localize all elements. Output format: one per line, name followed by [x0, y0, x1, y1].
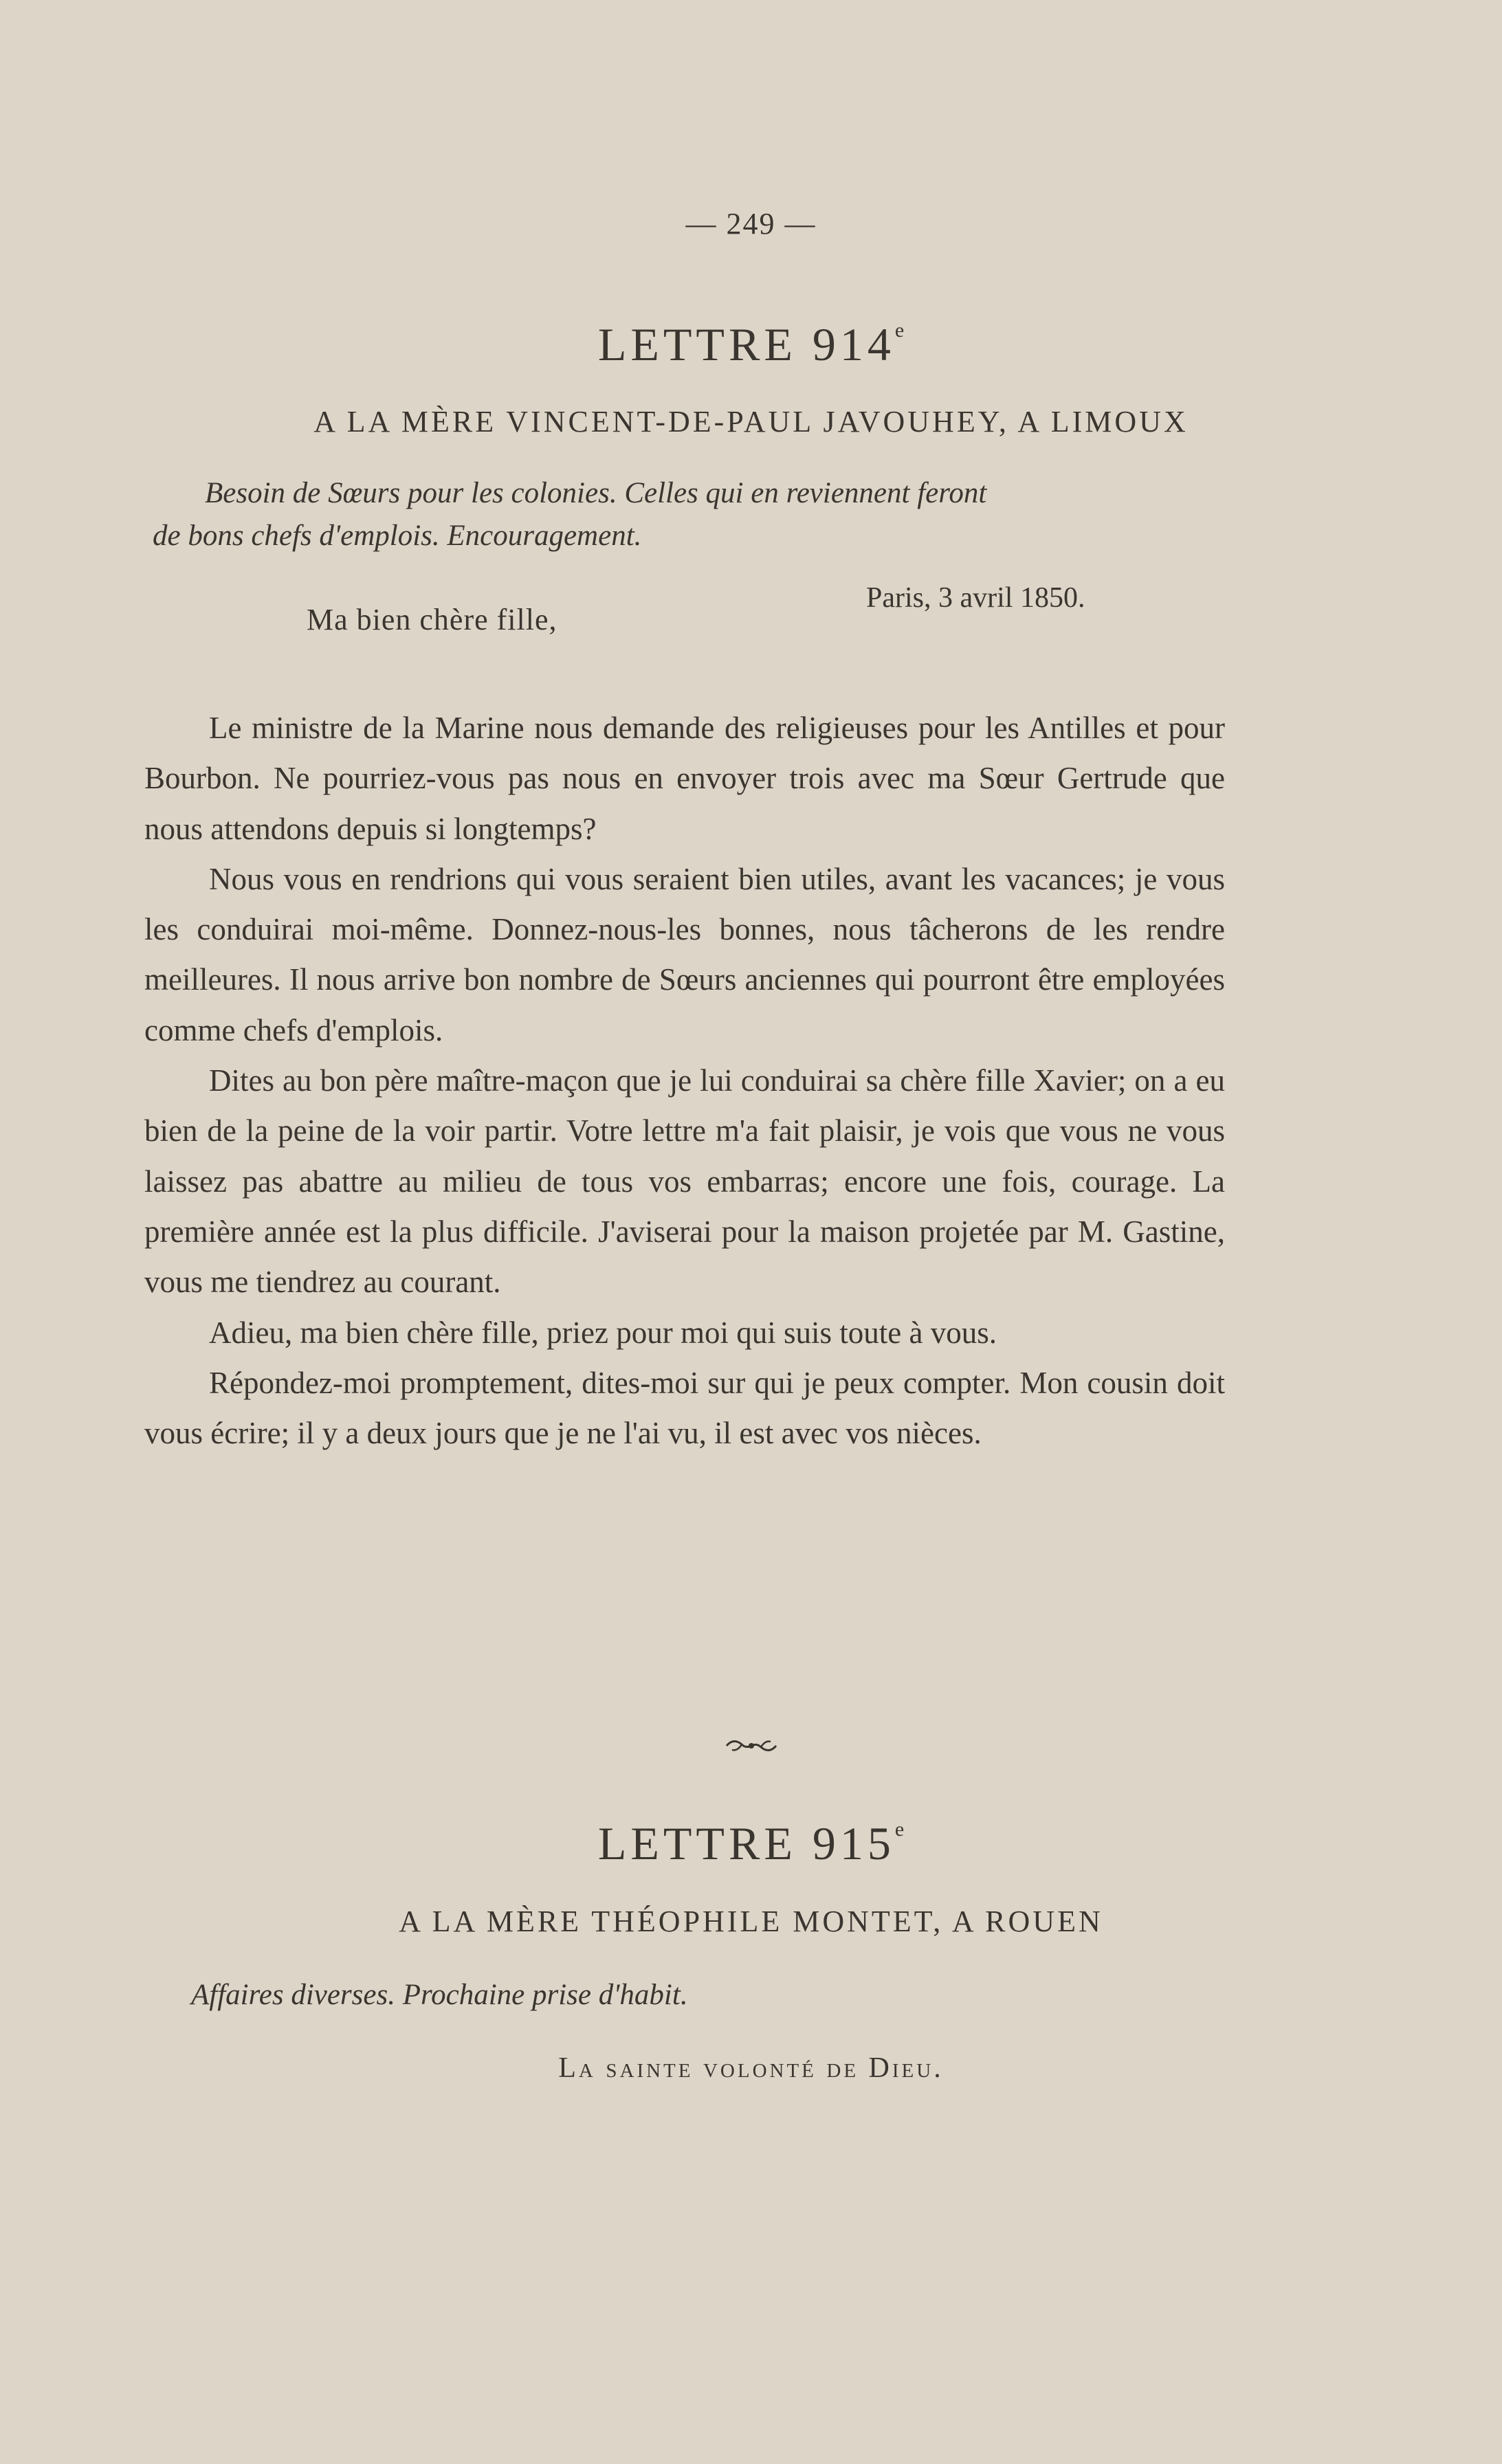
- letter-915-summary: Affaires diverses. Prochaine prise d'habit.: [191, 1979, 688, 2011]
- letter-914-title: [0, 318, 1502, 372]
- page-number: — 249 —: [685, 207, 817, 241]
- letter-914-body: [144, 703, 1225, 1458]
- letter-914-salutation: Ma bien chère fille,: [307, 603, 557, 636]
- letter-915-addressee: A LA MÈRE THÉOPHILE MONTET, A ROUEN: [399, 1905, 1103, 1938]
- letter-914-paragraph: Le ministre de la Marine nous demande des religieuses pour les Antilles et pour Bourbon. Ne pourriez-vous pas nous en envoyer trois avec ma Sœur Gertrude que nous attendons depuis si longtemps?: [144, 711, 1225, 846]
- letter-914-paragraph: Répondez-moi promptement, dites-moi sur qui je peux compter. Mon cousin doit vous écrire; il y a deux jours que je ne l'ai vu, il est avec vos nièces.: [144, 1365, 1225, 1451]
- letter-914-summary-line1: Besoin de Sœurs pour les colonies. Celles qui en reviennent feront: [205, 477, 987, 509]
- letter-915-title-text: LETTRE 915: [597, 1817, 895, 1869]
- letter-914-title-text: LETTRE 914: [597, 318, 895, 370]
- letter-914-date: Paris, 3 avril 1850.: [866, 582, 1085, 614]
- letter-915-title-sup: e: [894, 1818, 905, 1841]
- letter-914-addressee: A LA MÈRE VINCENT-DE-PAUL JAVOUHEY, A LIMOUX: [313, 405, 1189, 439]
- fleuron-ornament: [0, 1732, 1502, 1763]
- letter-915-closing-formula: La sainte volonté de Dieu.: [558, 2052, 944, 2084]
- letter-914-summary-line2: de bons chefs d'emplois. Encouragement.: [153, 520, 642, 552]
- letter-914-paragraph: Dites au bon père maître-maçon que je lui conduirai sa chère fille Xavier; on a eu bien de la peine de la voir partir. Votre lettre m'a fait plaisir, je vois que vous ne vous laissez pas abattre au milieu de tous vos embarras; encore une fois, courage. La première année est la plus difficile. J'aviserai pour la maison projetée par M. Gastine, vous me tiendrez au courant.: [144, 1063, 1225, 1300]
- letter-914-title-sup: e: [894, 319, 905, 342]
- fleuron-icon: [724, 1732, 779, 1760]
- letter-915-title: [0, 1817, 1502, 1871]
- letter-914-paragraph: Adieu, ma bien chère fille, priez pour moi qui suis toute à vous.: [209, 1315, 997, 1350]
- letter-914-paragraph: Nous vous en rendrions qui vous seraient bien utiles, avant les vacances; je vous les conduirai moi-même. Donnez-nous-les bonnes, nous tâcherons de les rendre meilleures. Il nous arrive bon nombre de Sœurs anciennes qui pourront être employées comme chefs d'emplois.: [144, 861, 1225, 1047]
